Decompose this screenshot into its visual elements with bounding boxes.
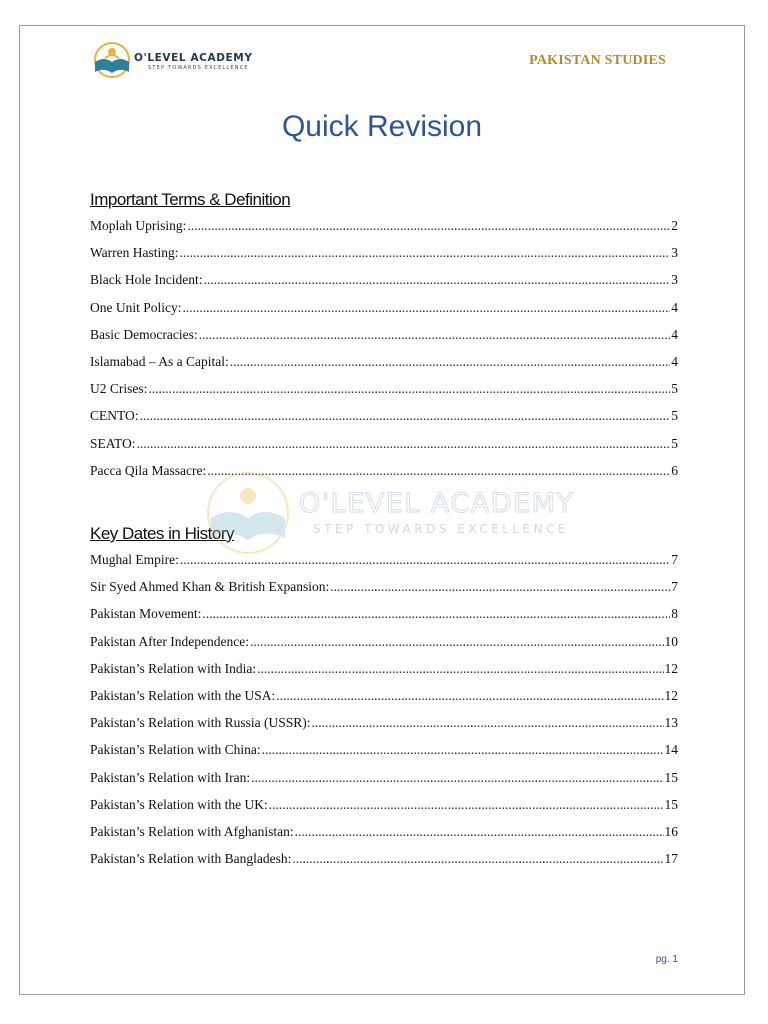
toc-entry-label: One Unit Policy: xyxy=(90,299,182,315)
toc-entry[interactable] xyxy=(90,795,678,822)
toc-dot-leader xyxy=(148,379,670,399)
page-number: pg. 1 xyxy=(655,954,678,965)
toc-entry-page: 7 xyxy=(671,552,678,567)
toc-entry-page: 13 xyxy=(664,715,678,731)
toc-entry-page: 5 xyxy=(671,435,678,451)
toc-entry[interactable] xyxy=(90,822,678,849)
toc-entry-page: 5 xyxy=(671,381,678,397)
toc-entry[interactable] xyxy=(90,270,678,297)
toc-entry-page: 2 xyxy=(671,218,678,233)
toc-dot-leader xyxy=(203,270,670,290)
toc-entry[interactable] xyxy=(90,740,678,767)
document-page xyxy=(19,25,745,995)
academy-logo-icon xyxy=(90,40,134,80)
toc-entry-label: Basic Democracies: xyxy=(90,326,198,342)
toc-entry-label: Mughal Empire: xyxy=(90,552,179,567)
page-title: Quick Revision xyxy=(281,110,483,143)
section-heading-dates: Key Dates in History xyxy=(90,524,234,543)
toc-entry-page: 5 xyxy=(671,408,678,424)
toc-entry-page: 15 xyxy=(664,769,678,785)
toc-dot-leader xyxy=(183,298,671,318)
toc-dot-leader xyxy=(140,406,671,426)
toc-dot-leader xyxy=(137,434,671,454)
toc-entry-label: Pakistan’s Relation with the UK: xyxy=(90,796,268,812)
toc-entry-page: 4 xyxy=(671,353,678,369)
toc-entry-page: 4 xyxy=(671,299,678,315)
toc-dot-leader xyxy=(199,325,671,345)
toc-entry[interactable] xyxy=(90,461,678,488)
toc-entry[interactable] xyxy=(90,713,678,740)
toc-entry-label: Islamabad – As a Capital: xyxy=(90,353,229,369)
toc-entry-label: Pakistan’s Relation with Russia (USSR): xyxy=(90,715,311,731)
toc-entry-label: Pakistan’s Relation with India: xyxy=(90,660,257,676)
toc-dot-leader xyxy=(292,849,663,869)
toc-dot-leader xyxy=(251,768,663,788)
toc-entry-label: CENTO: xyxy=(90,408,139,424)
toc-entry-label: Pakistan’s Relation with Afghanistan: xyxy=(90,823,294,839)
toc-entry-label: Pakistan’s Relation with the USA: xyxy=(90,687,276,703)
toc-entry-label: Black Hole Incident: xyxy=(90,272,203,288)
toc-entry[interactable] xyxy=(90,768,678,795)
toc-entry[interactable] xyxy=(90,659,678,686)
toc-dot-leader xyxy=(312,713,664,733)
toc-dot-leader xyxy=(262,740,664,760)
toc-dot-leader xyxy=(295,822,664,842)
toc-dot-leader xyxy=(330,577,670,597)
toc-entry[interactable] xyxy=(90,632,678,659)
toc-dot-leader xyxy=(180,550,670,570)
toc-dot-leader xyxy=(250,632,664,652)
toc-entry[interactable] xyxy=(90,686,678,713)
toc-entry[interactable] xyxy=(90,325,678,352)
toc-entry[interactable] xyxy=(90,577,678,604)
toc-dot-leader xyxy=(269,795,664,815)
logo-name: O'LEVEL ACADEMY xyxy=(134,52,253,64)
logo-tagline: STEP TOWARDS EXCELLENCE xyxy=(148,65,249,71)
toc-entry[interactable] xyxy=(90,352,678,379)
section-heading-terms: Important Terms & Definition xyxy=(90,190,291,209)
toc-entry-label: Pakistan’s Relation with China: xyxy=(90,742,261,758)
toc-list-terms xyxy=(90,216,678,488)
toc-entry-label: Moplah Uprising: xyxy=(90,218,187,233)
toc-entry-label: Pacca Qila Massacre: xyxy=(90,462,207,478)
toc-entry-label: Sir Syed Ahmed Khan & British Expansion: xyxy=(90,579,330,595)
toc-entry-page: 10 xyxy=(664,633,678,649)
toc-entry-page: 12 xyxy=(664,660,678,676)
toc-entry[interactable] xyxy=(90,298,678,325)
toc-entry-label: SEATO: xyxy=(90,435,136,451)
academy-logo xyxy=(90,40,260,80)
subject-title: PAKISTAN STUDIES xyxy=(529,53,666,68)
toc-dot-leader xyxy=(202,604,670,624)
toc-entry[interactable] xyxy=(90,379,678,406)
toc-entry-label: Pakistan’s Relation with Bangladesh: xyxy=(90,851,292,867)
toc-entry-label: Warren Hasting: xyxy=(90,245,179,261)
toc-dot-leader xyxy=(230,352,671,372)
watermark-tagline: STEP TOWARDS EXCELLENCE xyxy=(313,522,570,536)
toc-entry-page: 12 xyxy=(664,687,678,703)
toc-entry-page: 3 xyxy=(671,245,678,261)
toc-entry-label: Pakistan’s Relation with Iran: xyxy=(90,769,251,785)
toc-entry-page: 16 xyxy=(664,823,678,839)
toc-entry-label: U2 Crises: xyxy=(90,381,148,397)
toc-dot-leader xyxy=(187,216,670,236)
toc-entry-page: 15 xyxy=(664,796,678,812)
toc-entry[interactable] xyxy=(90,550,678,577)
toc-list-dates xyxy=(90,550,678,876)
toc-entry[interactable] xyxy=(90,216,678,243)
toc-entry[interactable] xyxy=(90,604,678,631)
toc-dot-leader xyxy=(207,461,670,481)
toc-entry-page: 7 xyxy=(671,579,678,595)
watermark-name: O'LEVEL ACADEMY xyxy=(299,488,575,519)
toc-entry[interactable] xyxy=(90,406,678,433)
toc-entry[interactable] xyxy=(90,434,678,461)
toc-entry[interactable] xyxy=(90,849,678,876)
toc-entry-page: 8 xyxy=(671,606,678,622)
toc-dot-leader xyxy=(257,659,663,679)
toc-dot-leader xyxy=(276,686,663,706)
toc-dot-leader xyxy=(180,243,671,263)
toc-entry-page: 4 xyxy=(671,326,678,342)
toc-entry-page: 14 xyxy=(664,742,678,758)
toc-entry-page: 3 xyxy=(671,272,678,288)
toc-entry-page: 17 xyxy=(664,851,678,867)
toc-entry-page: 6 xyxy=(671,462,678,478)
toc-entry-label: Pakistan After Independence: xyxy=(90,633,249,649)
toc-entry[interactable] xyxy=(90,243,678,270)
toc-entry-label: Pakistan Movement: xyxy=(90,606,202,622)
